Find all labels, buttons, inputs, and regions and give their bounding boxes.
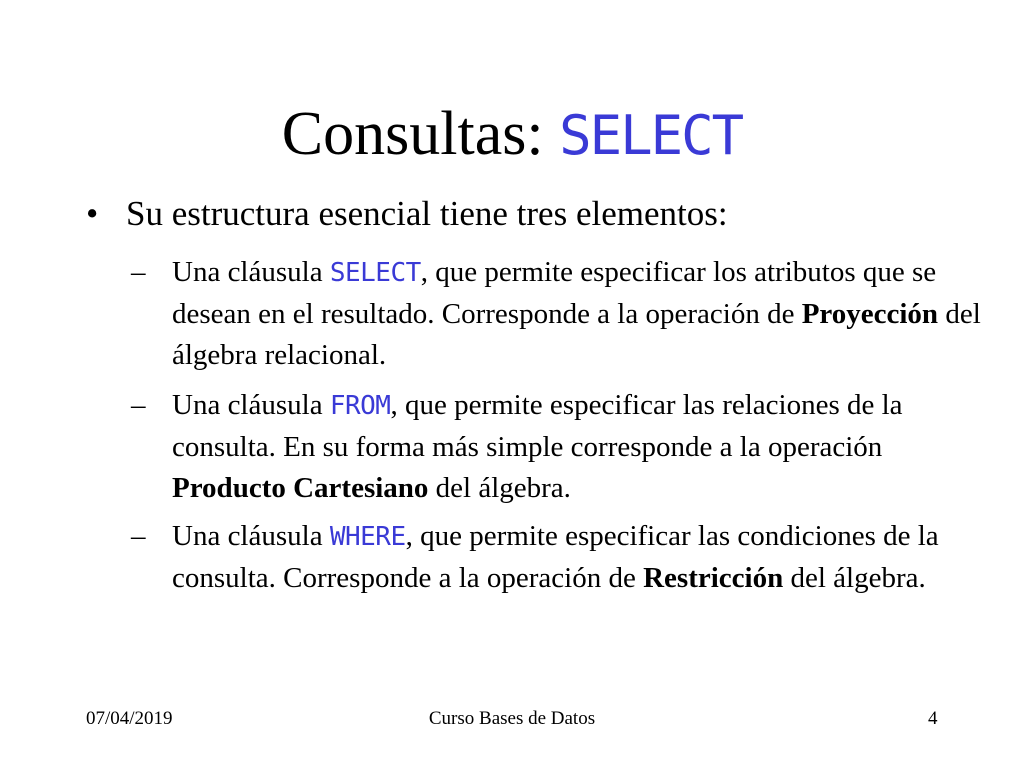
subitem-code: FROM xyxy=(329,391,391,421)
subitem-text xyxy=(172,252,991,376)
footer-page-number: 4 xyxy=(928,708,938,729)
footer-date: 07/04/2019 xyxy=(86,708,173,729)
subitem-bold: Restricción xyxy=(643,562,784,594)
subitem-pre: Una cláusula xyxy=(172,520,330,552)
subitem-dash: – xyxy=(131,520,146,552)
subitem-where xyxy=(131,516,991,599)
bullet-main-text: Su estructura esencial tiene tres elementos: xyxy=(126,194,728,233)
subitem-pre: Una cláusula xyxy=(172,256,330,288)
subitem-from xyxy=(131,385,991,509)
subitem-pre: Una cláusula xyxy=(172,389,330,421)
subitem-dash: – xyxy=(131,389,146,421)
subitem-post: del álgebra. xyxy=(428,472,571,504)
subitem-bold: Proyección xyxy=(801,298,939,330)
slide-title-code: SELECT xyxy=(559,104,743,167)
subitem-mid: , que permite especificar las condiciones de la consulta. Corresponde a la operación de xyxy=(172,520,939,594)
subitem-post: del álgebra relacional. xyxy=(172,298,981,371)
subitem-post: del álgebra. xyxy=(783,562,926,594)
slide-title xyxy=(0,96,1024,174)
subitem-select xyxy=(131,252,991,376)
footer-course: Curso Bases de Datos xyxy=(428,708,596,729)
bullet-main xyxy=(86,192,986,236)
slide-title-text: Consultas: xyxy=(281,100,560,168)
subitem-code: SELECT xyxy=(329,258,421,288)
subitem-mid: , que permite especificar los atributos que se desean en el resultado. Corresponde a la operación de xyxy=(172,256,937,330)
subitem-text xyxy=(172,516,991,599)
subitem-mid: , que permite especificar las relaciones de la consulta. En su forma más simple corresponde a la operación xyxy=(172,389,903,463)
bullet-marker: • xyxy=(86,194,99,233)
subitem-code: WHERE xyxy=(329,522,406,552)
subitem-dash: – xyxy=(131,256,146,288)
subitem-text xyxy=(172,385,991,509)
subitem-bold: Producto Cartesiano xyxy=(172,472,429,504)
